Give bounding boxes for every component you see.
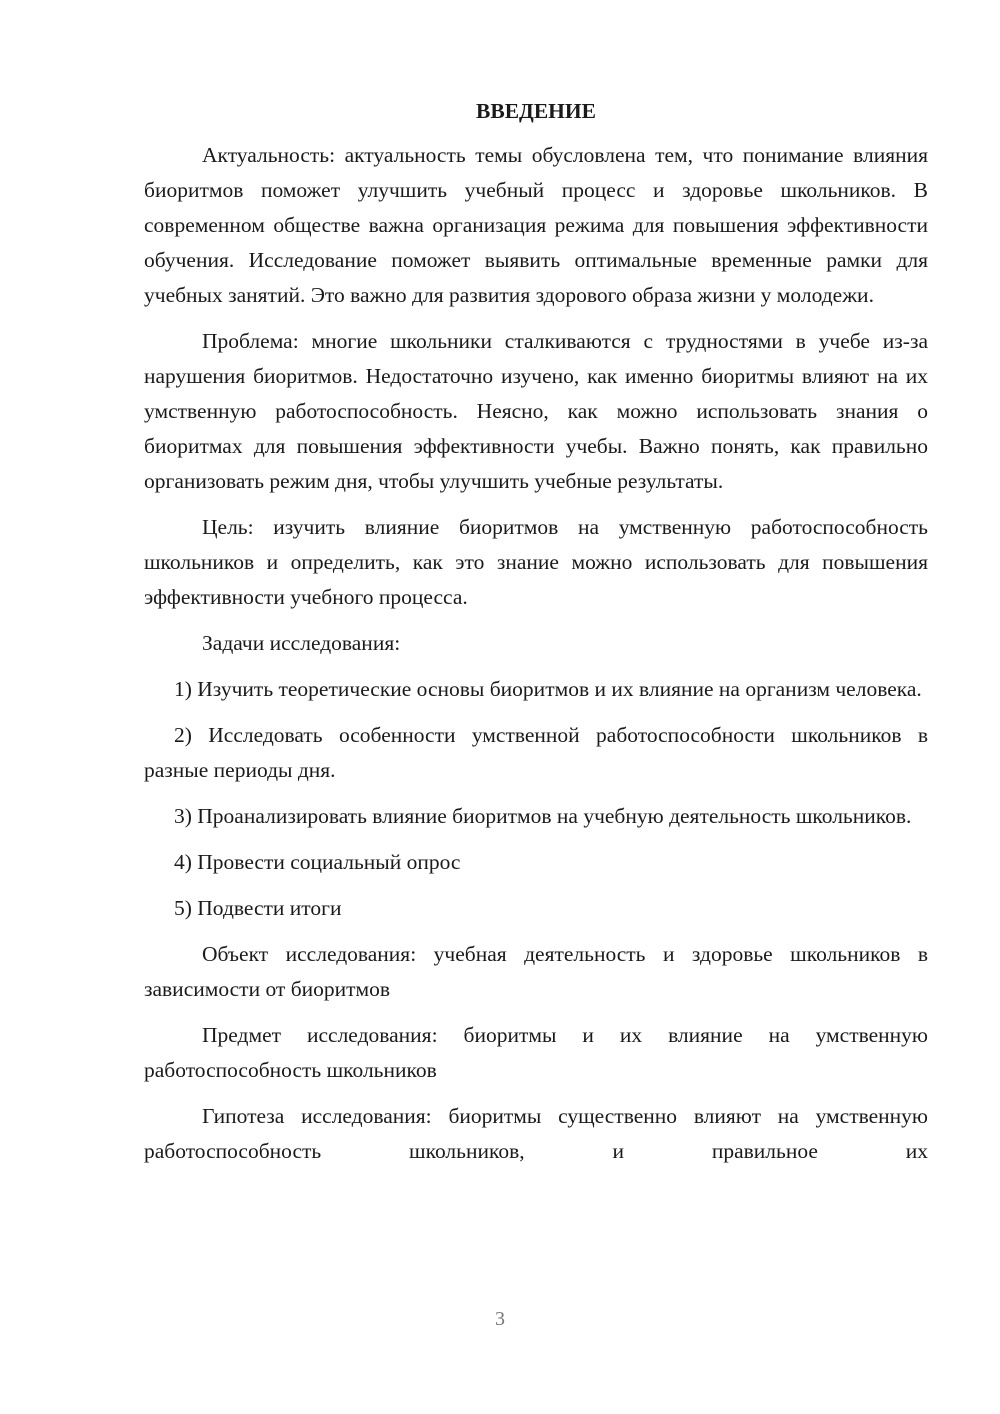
subject-paragraph: Предмет исследования: биоритмы и их влияние на умственную работоспособность школьников [144, 1023, 928, 1082]
task-item-5: 5) Подвести итоги [174, 896, 342, 920]
hypothesis-paragraph: Гипотеза исследования: биоритмы существенно влияют на умственную работоспособность школьников, и правильное их [144, 1104, 928, 1163]
task-item-3: 3) Проанализировать влияние биоритмов на учебную деятельность школьников. [174, 804, 912, 828]
page-number: 3 [495, 1308, 505, 1330]
tasks-title: Задачи исследования: [202, 631, 401, 655]
task-item-1: 1) Изучить теоретические основы биоритмов и их влияние на организм человека. [174, 677, 922, 701]
task-item-4: 4) Провести социальный опрос [174, 850, 461, 874]
task-item-2: 2) Исследовать особенности умственной работоспособности школьников в разные периоды дня. [144, 723, 928, 782]
relevance-paragraph: Актуальность: актуальность темы обусловлена тем, что понимание влияния биоритмов поможет улучшить учебный процесс и здоровье школьников. В современном обществе важна организация режима для повышения эффективности обучения. Исследование поможет выявить оптимальные временные рамки для учебных занятий. Это важно для развития здорового образа жизни у молодежи. [144, 143, 928, 307]
object-paragraph: Объект исследования: учебная деятельность и здоровье школьников в зависимости от биоритмов [144, 942, 928, 1001]
section-heading: ВВЕДЕНИЕ [476, 99, 596, 123]
page-content [144, 94, 928, 1180]
goal-paragraph: Цель: изучить влияние биоритмов на умственную работоспособность школьников и определить, как это знание можно использовать для повышения эффективности учебного процесса. [144, 515, 928, 609]
problem-paragraph: Проблема: многие школьники сталкиваются с трудностями в учебе из-за нарушения биоритмов. Недостаточно изучено, как именно биоритмы влияют на их умственную работоспособность. Неясно, как можно использовать знания о биоритмах для повышения эффективности учебы. Важно понять, как правильно организовать режим дня, чтобы улучшить учебные результаты. [144, 329, 928, 493]
